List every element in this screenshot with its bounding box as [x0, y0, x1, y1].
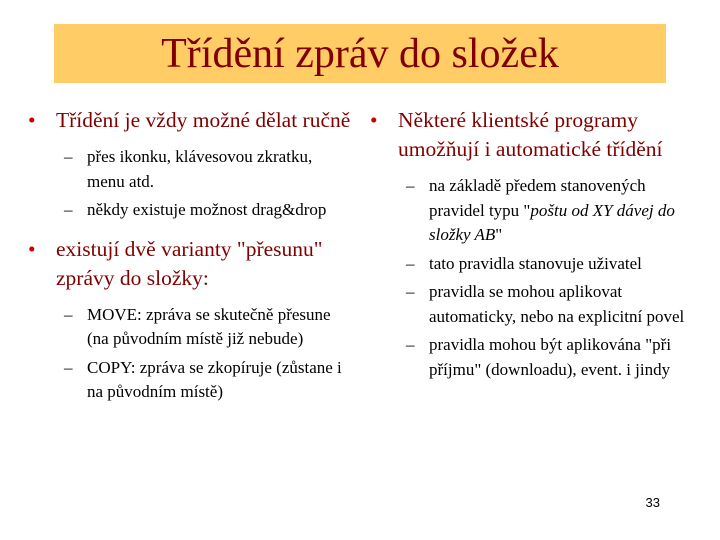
sub-item: – někdy existuje možnost drag&drop — [24, 198, 354, 223]
bullet-marker: • — [28, 108, 36, 132]
right-column — [366, 106, 696, 394]
dash-marker: – — [406, 176, 415, 195]
left-column — [24, 106, 354, 417]
sub-item: – na základě předem stanovených pravidel typu "poštu od XY dávej do složky AB" — [406, 176, 675, 244]
sub-item: – přes ikonku, klávesovou zkratku, menu atd. — [64, 147, 313, 191]
title-banner — [54, 24, 666, 83]
bullet-marker: • — [28, 236, 36, 261]
bullet-manual-sorting: • Třídění je vždy možné dělat ručně — [24, 106, 354, 135]
sub-item: – tato pravidla stanovuje uživatel — [366, 252, 696, 277]
page-number: 33 — [645, 495, 660, 510]
dash-marker: – — [406, 335, 415, 354]
sublist-move-variants — [24, 303, 354, 405]
bullet-marker: • — [370, 108, 378, 132]
slide-title: Třídění zpráv do složek — [161, 30, 559, 77]
dash-marker: – — [64, 357, 73, 377]
rule-example: poštu od XY dávej do složky AB — [429, 200, 675, 244]
sublist-manual-sorting — [24, 145, 354, 223]
sub-item: – pravidla se mohou aplikovat automaticky, nebo na explicitní povel — [406, 282, 685, 326]
dash-marker: – — [406, 253, 415, 273]
dash-marker: – — [406, 282, 415, 301]
sub-item: – COPY: zpráva se zkopíruje (zůstane i na původním místě) — [64, 357, 342, 401]
sublist-automatic-sorting — [366, 174, 696, 382]
sub-item: – MOVE: zpráva se skutečně přesune (na původním místě již nebude) — [64, 304, 331, 348]
sub-item: – pravidla mohou být aplikována "při příjmu" (downloadu), event. i jindy — [406, 335, 672, 379]
bullet-automatic-sorting: • Některé klientské programy umožňují i automatické třídění — [370, 108, 663, 161]
dash-marker: – — [64, 200, 73, 219]
dash-marker: – — [64, 304, 73, 324]
bullet-move-variants: • existují dvě varianty "přesunu" zprávy do složky: — [28, 236, 323, 290]
dash-marker: – — [64, 147, 73, 166]
